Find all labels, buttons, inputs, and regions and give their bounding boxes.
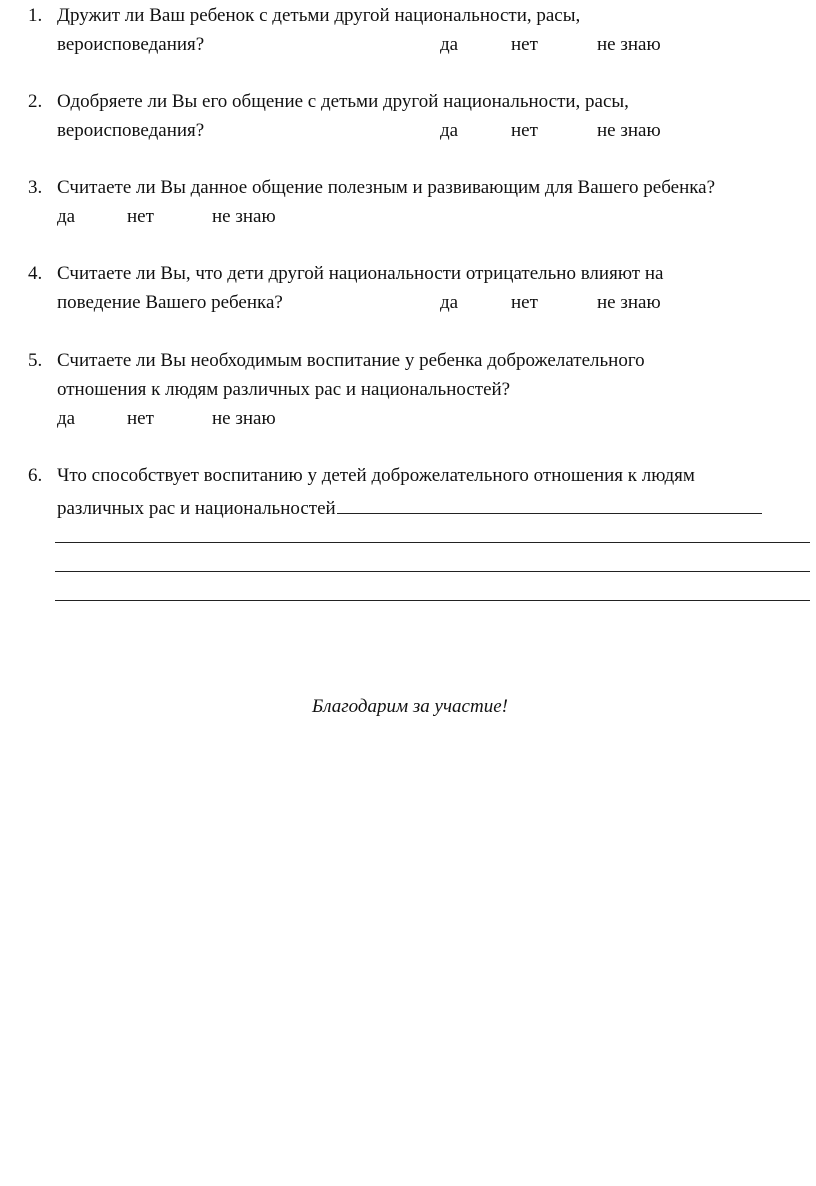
question-number: 1. [28, 5, 43, 26]
question-text: Дружит ли Ваш ребенок с детьми другой национальности, расы, [57, 5, 581, 26]
answer-option-no[interactable]: нет [511, 292, 538, 313]
answer-option-yes[interactable]: да [440, 120, 459, 141]
answer-option-no[interactable]: нет [511, 120, 538, 141]
answer-blank-line[interactable] [55, 542, 810, 543]
question-number: 4. [28, 263, 43, 284]
closing-thanks: Благодарим за участие! [312, 696, 508, 717]
answer-option-dont-know[interactable]: не знаю [597, 34, 661, 55]
question-text: Что способствует воспитанию у детей доброжелательного отношения к людям [57, 465, 695, 486]
question-number: 2. [28, 91, 43, 112]
answer-option-no[interactable]: нет [511, 34, 538, 55]
question-text: Считаете ли Вы необходимым воспитание у ребенка доброжелательного [57, 350, 645, 371]
question-number: 6. [28, 465, 43, 486]
answer-option-no[interactable]: нет [127, 408, 154, 429]
question-text: Считаете ли Вы данное общение полезным и развивающим для Вашего ребенка? [57, 177, 716, 198]
answer-blank-line[interactable] [337, 495, 762, 514]
question-text-with-blank [57, 495, 762, 517]
question-text: Одобряете ли Вы его общение с детьми другой национальности, расы, [57, 91, 629, 112]
question-text: различных рас и национальностей [57, 498, 336, 519]
answer-blank-line[interactable] [55, 571, 810, 572]
answer-option-yes[interactable]: да [57, 206, 76, 227]
answer-option-no[interactable]: нет [127, 206, 154, 227]
answer-option-yes[interactable]: да [440, 292, 459, 313]
question-text: вероисповедания? [57, 120, 205, 141]
question-text: отношения к людям различных рас и национальностей? [57, 379, 511, 400]
answer-option-dont-know[interactable]: не знаю [212, 206, 276, 227]
answer-option-dont-know[interactable]: не знаю [597, 292, 661, 313]
answer-option-dont-know[interactable]: не знаю [597, 120, 661, 141]
question-number: 3. [28, 177, 43, 198]
question-text: поведение Вашего ребенка? [57, 292, 283, 313]
answer-option-yes[interactable]: да [57, 408, 76, 429]
answer-option-dont-know[interactable]: не знаю [212, 408, 276, 429]
answer-blank-line[interactable] [55, 600, 810, 601]
question-text: Считаете ли Вы, что дети другой национальности отрицательно влияют на [57, 263, 664, 284]
question-number: 5. [28, 350, 43, 371]
question-text: вероисповедания? [57, 34, 205, 55]
answer-option-yes[interactable]: да [440, 34, 459, 55]
